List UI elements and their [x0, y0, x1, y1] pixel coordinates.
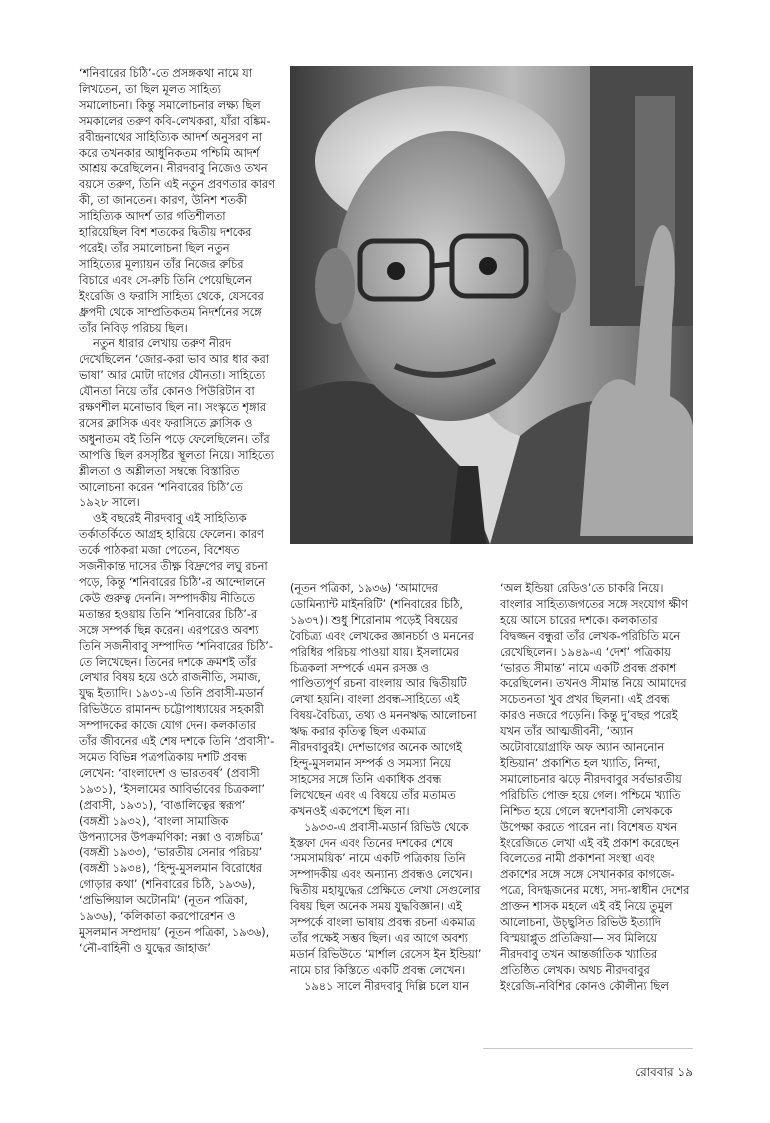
article-column-right [500, 581, 692, 995]
article-paragraph: ওই বছরেই নীরদবাবু এই সাহিত্যিক তর্কাতর্কিতে আগ্রহ হারিয়ে ফেলেন। কারণ তর্কে পাঠকরা মজা পেতেন, বিশেষত সজনীকান্ত দাসের তীক্ষ্ণ বিদ্রুপের লঘু রচনা পড়ে, কিন্তু ‘শনিবারের চিঠি’-র আন্দোলনে কেউ গুরুত্ব দেননি। সম্পাদকীয় নীতিতে মতান্তর হওয়ায় তিনি ‘শনিবারের চিঠি’-র সঙ্গে সম্পর্ক ছিন্ন করেন। এরপরেও অবশ্য তিনি সজনীবাবু সম্পাদিত ‘শনিবারের চিঠি’-তে লিখেছেন। তিনের দশকে ক্রমশই তাঁর লেখার বিষয় হয়ে ওঠে রাজনীতি, সমাজ, যুদ্ধ ইত্যাদি। ১৯৩১-এ তিনি প্রবাসী-মডার্ন রিভিউতে রামানন্দ চট্টোপাধ্যায়ের সহকারী সম্পাদকের কাজে যোগ দেন। কলকাতার তাঁর জীবনের এই শেষ দশকে তিনি ‘প্রবাসী’-সমেত বিভিন্ন পত্রপত্রিকায় দশটি প্রবন্ধ লেখেন: ‘বাংলাদেশ ও ভারতবর্ষ’ (প্রবাসী ১৯৩১), ‘ইসলামের আবির্ভাবের চিত্রকলা’ (প্রবাসী, ১৯৩১), ‘বাঙালিত্বের স্বরূপ’ (বঙ্গশ্রী ১৯৩২), ‘বাংলা সামাজিক উপন্যাসের উপক্রমণিকা: নক্সা ও ব্যঙ্গচিত্র’ (বঙ্গশ্রী ১৯৩৩), ‘ভারতীয় সেনার পরিচয়’ (বঙ্গশ্রী ১৯৩৪), ‘হিন্দু-মুসলমান বিরোধের গোড়ার কথা’ (শনিবারের চিঠি, ১৯৩৬), ‘প্রভিন্সিয়াল অটোনমি’ (নূতন পত্রিকা, ১৯৩৬), ‘কলিকাতা করপোরেশন ও মুসলমান সম্প্রদায়’ (নূতন পত্রিকা, ১৯৩৬), ‘নৌ-বাহিনী ও যুদ্ধের জাহাজ’ [79, 512, 275, 955]
article-paragraph: নতুন ধারার লেখায় তরুণ নীরদ দেখেছিলেন ‘জোর-করা ভাব আর ধার করা ভাষা’ আর মোটা দাগের যৌনতা। সাহিত্যে যৌনতা নিয়ে তাঁর কোনও পিউরিটান বা রক্ষণশীল মনোভাব ছিল না। সংস্কৃতে শৃঙ্গার রসের ক্লাসিক এবং ফরাসিতে ক্লাসিক ও অধুনাতম বই তিনি পড়ে ফেলেছিলেন। তাঁর আপত্তি ছিল রসসৃষ্টির স্থূলতা নিয়ে। সাহিত্যে শ্লীলতা ও অশ্লীলতা সম্বন্ধে বিস্তারিত আলোচনা করেন ‘শনিবারের চিঠি’তে ১৯২৮ সালে। [79, 337, 275, 510]
article-column-middle [290, 581, 482, 995]
footer-rule [483, 1048, 693, 1049]
page-footer: রোববার ১৯ [635, 1065, 693, 1079]
portrait-photo-image [290, 66, 693, 544]
article-paragraph: ‘শনিবারের চিঠি’-তে প্রসঙ্গকথা নামে যা লিখতেন, তা ছিল মূলত সাহিত্য সমালোচনা। কিন্তু সমালোচনার লক্ষ্য ছিল সমকালের তরুণ কবি-লেখকরা, যাঁরা বঙ্কিম-রবীন্দ্রনাথের সাহিত্যিক আদর্শ অনুসরণ না করে তখনকার আধুনিকতম পশ্চিমি আদর্শ আশ্রয় করেছিলেন। নীরদবাবু নিজেও তখন বয়সে তরুণ, তিনি এই নতুন প্রবণতার কারণ কী, তা জানতেন। কারণ, উনিশ শতকী সাহিত্যিক আদর্শ তার গতিশীলতা হারিয়েছিল বিশ শতকের দ্বিতীয় দশকের পরেই। তাঁর সমালোচনা ছিল নতুন সাহিত্যের মূল্যায়ন তাঁর নিজের রুচির বিচারে এবং সে-রুচি তিনি পেয়েছিলেন ইংরেজি ও ফরাসি সাহিত্য থেকে, যেসবের ধ্রুপদী থেকে সাম্প্রতিকতম নিদর্শনের সঙ্গে তাঁর নিবিড় পরিচয় ছিল। [79, 67, 275, 335]
article-paragraph: ১৯৪১ সালে নীরদবাবু দিল্লি চলে যান [304, 979, 469, 993]
article-paragraph: ‘অল ইন্ডিয়া রেডিও’তে চাকরি নিয়ে। বাংলার সাহিত্যজগতের সঙ্গে সংযোগ ক্ষীণ হয়ে আসে চারের দশকে। কলকাতার বিদ্বজ্জন বন্ধুরা তাঁর লেখক-পরিচিতি মনে রেখেছিলেন। ১৯৪৯-এ ‘দেশ’ পত্রিকায় ‘ভারত সীমান্ত’ নামে একটি প্রবন্ধ প্রকাশ করেছিলেন। তখনও সীমান্ত নিয়ে আমাদের সচেতনতা খুব প্রখর ছিলনা। এই প্রবন্ধ কারও নজরে পড়েনি। কিন্তু দু’বছর পরেই যখন তাঁর আত্মজীবনী, ‘অ্যান অটোবায়োগ্রাফি অফ অ্যান আননোন ইন্ডিয়ান’ প্রকাশিত হল খ্যাতি, নিন্দা, সমালোচনার ঝড়ে নীরদবাবুর সর্বভারতীয় পরিচিতি পোক্ত হয়ে গেল। পশ্চিমে খ্যাতি নিশ্চিত হয়ে গেলে স্বদেশবাসী লেখককে উপেক্ষা করতে পারেন না। বিশেষত যখন ইংরেজিতে লেখা এই বই প্রকাশ করেছেন বিলেতের নামী প্রকাশনা সংস্থা এবং প্রকাশের সঙ্গে সঙ্গে সেখানকার কাগজে-পত্রে, বিদগ্ধজনের মধ্যে, সদ্য-স্বাধীন দেশের প্রাক্তন শাসক মহলে এই বই নিয়ে তুমুল আলোচনা, উচ্ছ্বসিত রিভিউ ইত্যাদি বিস্ময়াপ্লুত প্রতিক্রিয়া— সব মিলিয়ে নীরদবাবু তখন আন্তর্জাতিক খ্যাতির প্রতিষ্ঠিত লেখক। অথচ নীরদবাবুর ইংরেজি-নবিশির কোনও কৌলীন্য ছিল [500, 582, 690, 993]
portrait-photo [290, 66, 693, 544]
article-paragraph: (নূতন পত্রিকা, ১৯৩৬) ‘আমাদের ডোমিন্যান্ট মাইনরিটি’ (শনিবারের চিঠি, ১৯৩৭)। শুধু শিরোনাম পড়েই বিষয়ের বৈচিত্র্য এবং লেখকের জ্ঞানচর্চা ও মননের পরিধির পরিচয় পাওয়া যায়। ইসলামের চিত্রকলা সম্পর্কে এমন রসজ্ঞ ও পাণ্ডিত্যপূর্ণ রচনা বাংলায় আর দ্বিতীয়টি লেখা হয়নি। বাংলা প্রবন্ধ-সাহিত্যে এই বিষয়-বৈচিত্র্য, তথ্য ও মননঋদ্ধ আলোচনা ঋদ্ধ করার কৃতিত্ব ছিল একমাত্র নীরদবাবুরই। দেশভাগের অনেক আগেই হিন্দু-মুসলমান সম্পর্ক ও সমস্যা নিয়ে সাহসের সঙ্গে তিনি একাধিক প্রবন্ধ লিখেছেন এবং এ বিষয়ে তাঁর মতামত কখনওই একপেশে ছিল না। [290, 582, 477, 818]
article-column-left [79, 66, 275, 957]
article-paragraph: ১৯৩৩-এ প্রবাসী-মডার্ন রিভিউ থেকে ইস্তফা দেন এবং তিনের দশকের শেষে ‘সমসাময়িক’ নামে একটি পত্রিকায় তিনি সম্পাদকীয় এবং অন্যান্য প্রবন্ধও লেখেন। দ্বিতীয় মহাযুদ্ধের প্রেক্ষিতে লেখা সেগুলোর বিষয় ছিল অনেক সময় যুদ্ধবিজ্ঞান। এই সম্পর্কে বাংলা ভাষায় প্রবন্ধ রচনা একমাত্র তাঁর পক্ষেই সম্ভব ছিল। এর আগে অবশ্য মডার্ন রিভিউতে ‘মার্শাল রেসেস ইন ইন্ডিয়া’ নামে চার কিস্তিতে একটি প্রবন্ধ লেখেন। [290, 820, 482, 977]
